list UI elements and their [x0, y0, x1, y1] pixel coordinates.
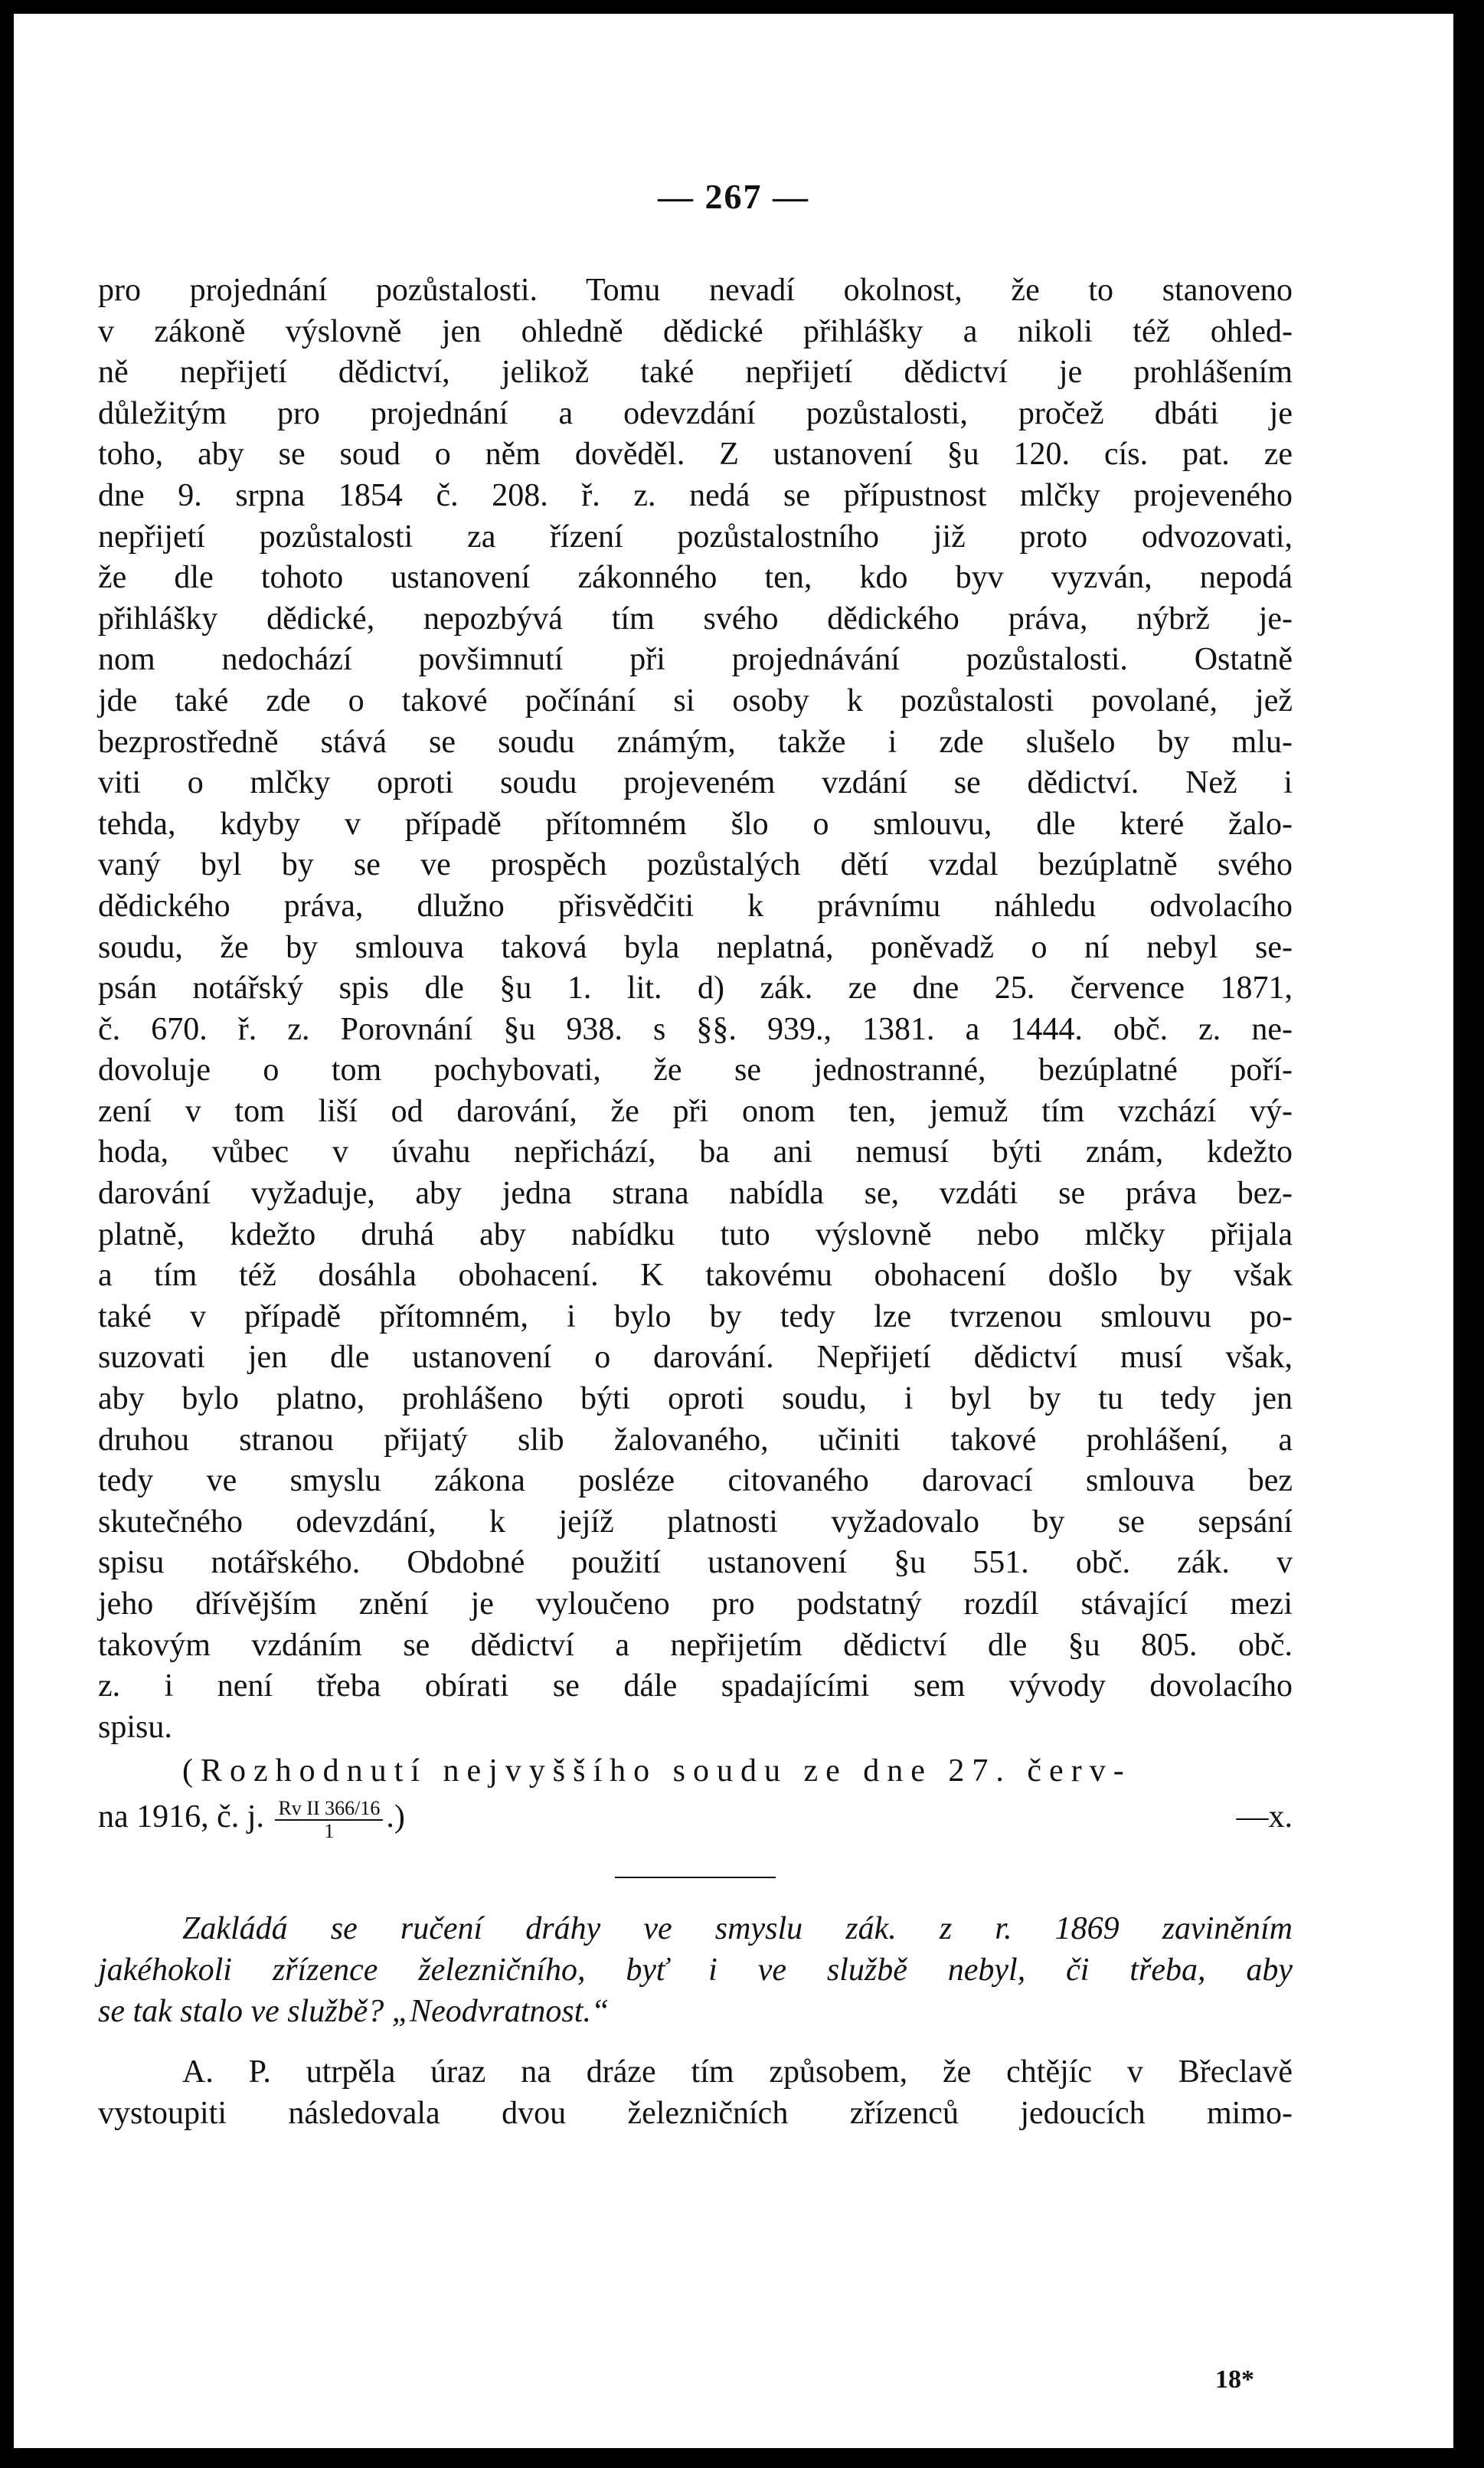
- text-line: a tím též dosáhla obohacení. K takovému obohacení došlo by však: [98, 1258, 1293, 1294]
- text-line: jde také zde o takové počínání si osoby k pozůstalosti povolané, jež: [98, 682, 1293, 718]
- text-line: zení v tom liší od darování, že při onom ten, jemuž tím vzchází vý-: [98, 1093, 1293, 1129]
- text-line: tedy ve smyslu zákona posléze citovaného darovací smlouva bez: [98, 1463, 1293, 1499]
- decision-ref-numerator: Rv II 366/16: [275, 1798, 383, 1821]
- next-case-text: [98, 2052, 1293, 2134]
- text-line: spisu.: [98, 1709, 172, 1745]
- text-line: nepřijetí pozůstalosti za řízení pozůstalostního již proto odvozovati,: [98, 519, 1293, 555]
- signature-mark: 18*: [1215, 2365, 1254, 2394]
- text-line: v zákoně výslovně jen ohledně dědické přihlášky a nikoli též ohled-: [98, 313, 1293, 349]
- text-line: pro projednání pozůstalosti. Tomu nevadí okolnost, že to stanoveno: [98, 273, 1293, 308]
- text-line: hoda, vůbec v úvahu nepřichází, ba ani nemusí býti znám, kdežto: [98, 1134, 1293, 1170]
- spacer: [98, 2032, 1293, 2052]
- main-text: [98, 270, 1293, 1748]
- text-line: spisu notářského. Obdobné použití ustanovení §u 551. obč. zák. v: [98, 1545, 1293, 1581]
- text-line: dne 9. srpna 1854 č. 208. ř. z. nedá se přípustnost mlčky projeveného: [98, 477, 1293, 513]
- text-line: soudu, že by smlouva taková byla neplatná, poněvadž o ní nebyl se-: [98, 929, 1293, 965]
- decision-ref-denominator: 1: [324, 1819, 335, 1842]
- headnote-line: se tak stalo ve službě? „Neodvratnost.“: [98, 1993, 610, 2029]
- headnote-line: jakéhokoli zřízence železničního, byť i ve službě nebyl, či třeba, aby: [98, 1952, 1293, 1988]
- text-line: tehda, kdyby v případě přítomném šlo o smlouvu, dle které žalo-: [98, 806, 1293, 842]
- text-line: jeho dřívějším znění je vyloučeno pro podstatný rozdíl stávající mezi: [98, 1586, 1293, 1622]
- text-line: toho, aby se soud o něm dověděl. Z ustanovení §u 120. cís. pat. ze: [98, 437, 1293, 473]
- text-line: dědického práva, dlužno přisvědčiti k právnímu náhledu odvolacího: [98, 888, 1293, 924]
- decision-citation-line-1: [182, 1748, 1293, 1794]
- page-number: — 267 —: [658, 177, 809, 216]
- next-case-line: A. P. utrpěla úraz na dráze tím způsobem, že chtějíc v Břeclavě: [182, 2054, 1293, 2090]
- text-line: č. 670. ř. z. Porovnání §u 938. s §§. 939., 1381. a 1444. obč. z. ne-: [98, 1011, 1293, 1047]
- text-line: také v případě přítomném, i bylo by tedy lze tvrzenou smlouvu po-: [98, 1298, 1293, 1334]
- decision-ref-fraction: [275, 1798, 383, 1842]
- text-line: že dle tohoto ustanovení zákonného ten, kdo byv vyzván, nepodá: [98, 560, 1293, 596]
- text-line: druhou stranou přijatý slib žalovaného, učiniti takové prohlášení, a: [98, 1422, 1293, 1458]
- text-line: dovoluje o tom pochybovati, že se jednostranné, bezúplatné poří-: [98, 1052, 1293, 1088]
- case-headnote: [98, 1909, 1293, 2032]
- text-line: aby bylo platno, prohlášeno býti oproti soudu, i byl by tu tedy jen: [98, 1381, 1293, 1417]
- text-line: důležitým pro projednání a odevzdání pozůstalosti, pročež dbáti je: [98, 395, 1293, 431]
- text-line: přihlášky dědické, nepozbývá tím svého dědického práva, nýbrž je-: [98, 601, 1293, 637]
- section-divider: [615, 1877, 776, 1878]
- text-line: darování vyžaduje, aby jedna strana nabídla se, vzdáti se práva bez-: [98, 1176, 1293, 1212]
- text-line: z. i není třeba obírati se dále spadajícími sem vývody dovolacího: [98, 1668, 1293, 1704]
- decision-ref-suffix: .): [386, 1799, 405, 1835]
- text-line: platně, kdežto druhá aby nabídku tuto výslovně nebo mlčky přijala: [98, 1216, 1293, 1252]
- book-page: [14, 14, 1453, 2448]
- text-line: ně nepřijetí dědictví, jelikož také nepřijetí dědictví je prohlášením: [98, 355, 1293, 391]
- headnote-line: Zakládá se ručení dráhy ve smyslu zák. z r. 1869 zaviněním: [182, 1911, 1293, 1947]
- body-text: [98, 270, 1293, 2134]
- text-line: skutečného odevzdání, k jejíž platnosti vyžadovalo by se sepsání: [98, 1504, 1293, 1540]
- decision-citation-line-2: [98, 1794, 1293, 1840]
- text-line: nom nedochází povšimnutí při projednávání pozůstalosti. Ostatně: [98, 642, 1293, 678]
- author-initial: —x.: [1236, 1799, 1293, 1835]
- text-line: psán notářský spis dle §u 1. lit. d) zák. ze dne 25. července 1871,: [98, 971, 1293, 1007]
- text-line: suzovati jen dle ustanovení o darování. Nepřijetí dědictví musí však,: [98, 1340, 1293, 1376]
- text-line: vaný byl by se ve prospěch pozůstalých dětí vzdal bezúplatně svého: [98, 847, 1293, 883]
- next-case-line: vystoupiti následovala dvou železničních zřízenců jedoucích mimo-: [98, 2095, 1293, 2131]
- decision-ref-prefix: na 1916, č. j.: [98, 1799, 264, 1835]
- text-line: takovým vzdáním se dědictví a nepřijetím dědictví dle §u 805. obč.: [98, 1627, 1293, 1663]
- decision-text: (Rozhodnutí nejvyššího soudu ze dne 27. červ-: [182, 1753, 1132, 1789]
- text-line: bezprostředně stává se soudu známým, takže i zde slušelo by mlu-: [98, 724, 1293, 760]
- text-line: viti o mlčky oproti soudu projeveném vzdání se dědictví. Než i: [98, 765, 1293, 801]
